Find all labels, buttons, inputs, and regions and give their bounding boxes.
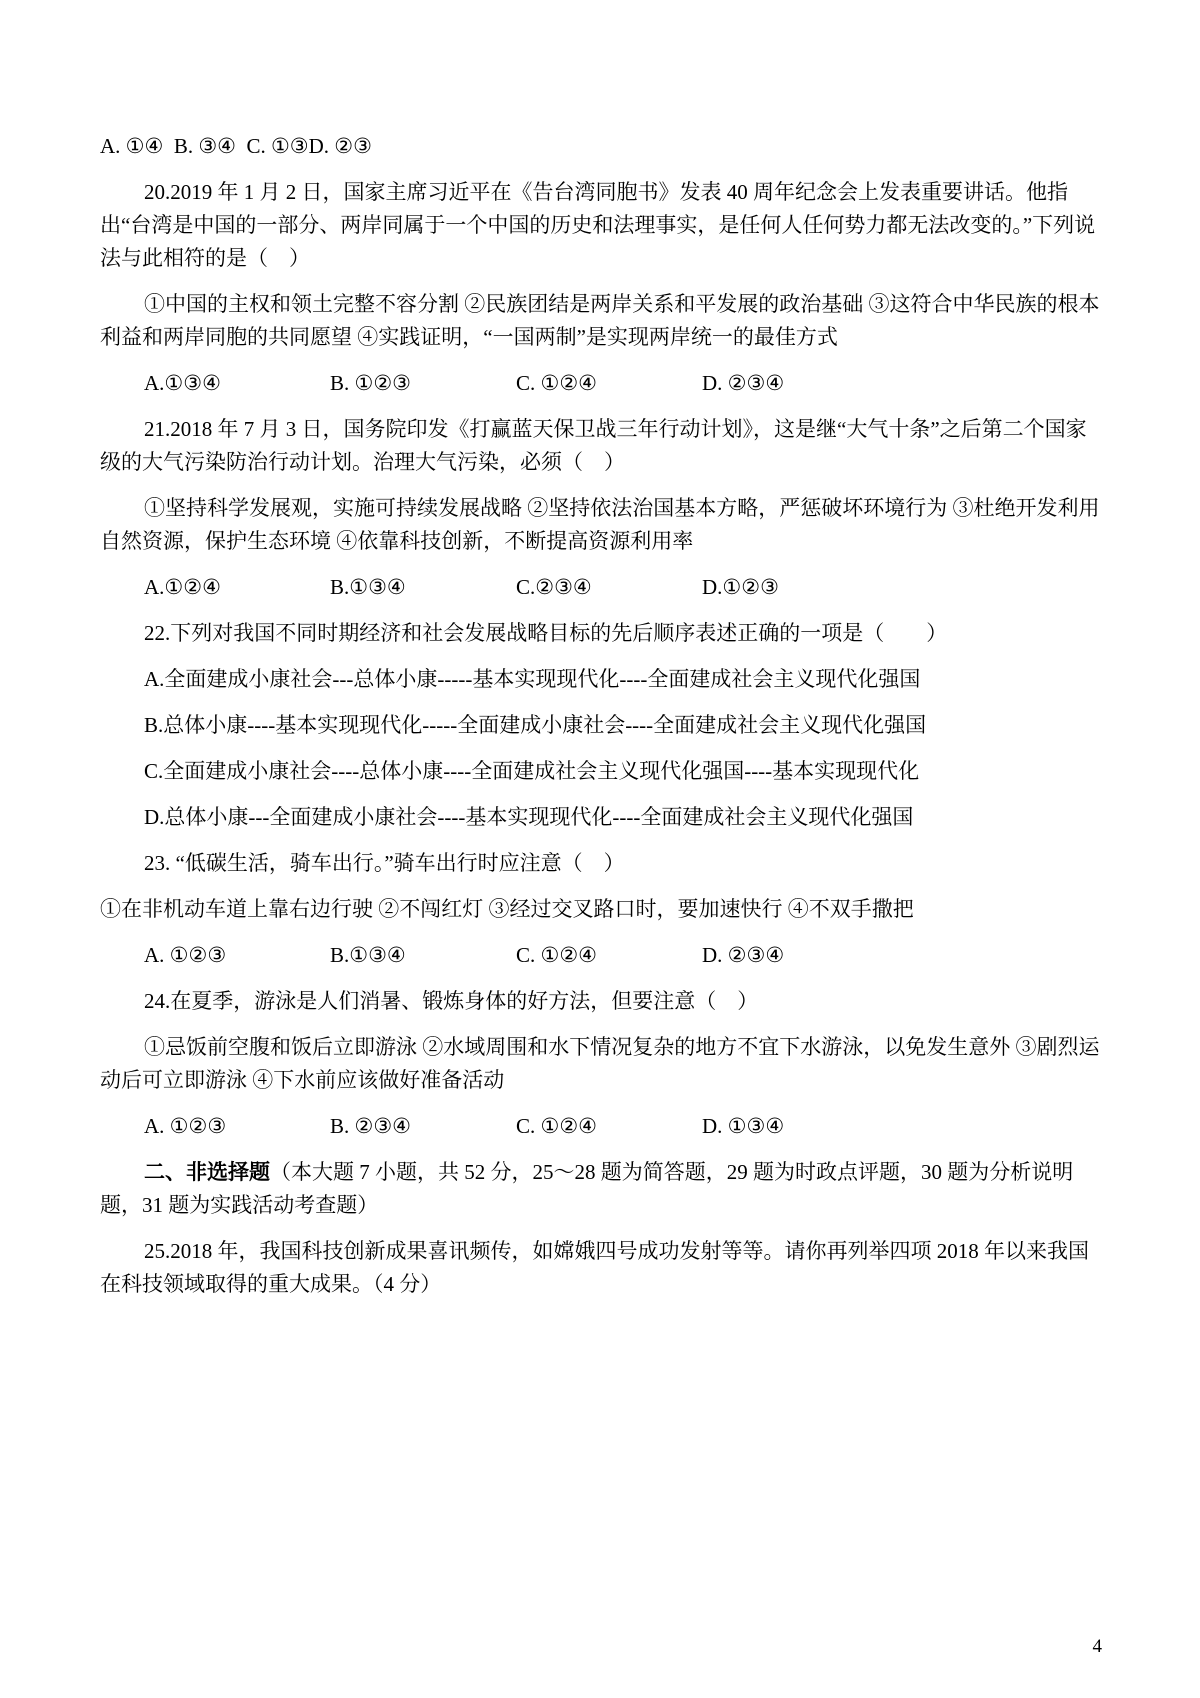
question-23-choice-d: D. ②③④ (702, 943, 785, 967)
question-23-items: ①在非机动车道上靠右边行驶 ②不闯红灯 ③经过交叉路口时，要加速快行 ④不双手撒把 (100, 897, 914, 921)
question-24-choice-c: C. ①②④ (516, 1114, 597, 1138)
question-20-items: ①中国的主权和领土完整不容分割 ②民族团结是两岸关系和平发展的政治基础 ③这符合中华民族的根本利益和两岸同胞的共同愿望 ④实践证明，“一国两制”是实现两岸统一的最佳方式 (100, 292, 1100, 349)
question-21-stem: 21.2018 年 7 月 3 日，国务院印发《打赢蓝天保卫战三年行动计划》，这是继“大气十条”之后第二个国家级的大气污染防治行动计划。治理大气污染，必须（ ） (100, 417, 1087, 474)
question-20-stem: 20.2019 年 1 月 2 日，国家主席习近平在《告台湾同胞书》发表 40 周年纪念会上发表重要讲话。他指出“台湾是中国的一部分、两岸同属于一个中国的历史和法理事实，是任何人任何势力都无法改变的。”下列说法与此相符的是（ ） (100, 180, 1096, 270)
question-24-choice-d: D. ①③④ (702, 1114, 785, 1138)
section-2-heading (100, 1156, 1100, 1222)
question-21-choice-d: D.①②③ (702, 575, 779, 599)
question-24-choice-b: B. ②③④ (330, 1114, 411, 1138)
question-20-choice-row (100, 367, 1100, 400)
question-23-choice-row (100, 939, 1100, 972)
question-23-choice-c: C. ①②④ (516, 943, 597, 967)
section-2-title: 二、非选择题 (144, 1160, 270, 1184)
question-21-choice-c: C.②③④ (516, 575, 592, 599)
section-2-description: （本大题 7 小题，共 52 分，25～28 题为简答题，29 题为时政点评题，30 题为分析说明题，31 题为实践活动考查题） (100, 1160, 1074, 1217)
question-20-choice-d: D. ②③④ (702, 371, 785, 395)
question-20-choice-b: B. ①②③ (330, 371, 411, 395)
question-22-option-c: C.全面建成小康社会----总体小康----全面建成社会主义现代化强国----基本实现现代化 (144, 759, 920, 783)
question-21-items: ①坚持科学发展观，实施可持续发展战略 ②坚持依法治国基本方略，严惩破坏环境行为 ③杜绝开发利用自然资源，保护生态环境 ④依靠科技创新，不断提高资源利用率 (100, 496, 1100, 553)
question-24-choice-row (100, 1110, 1100, 1143)
prev-question-choices-line: A. ①④ B. ③④ C. ①③D. ②③ (100, 134, 372, 158)
question-22-option-b: B.总体小康----基本实现现代化-----全面建成小康社会----全面建成社会主义现代化强国 (144, 713, 927, 737)
question-22-option-d: D.总体小康---全面建成小康社会----基本实现现代化----全面建成社会主义现代化强国 (144, 805, 914, 829)
question-25-stem: 25.2018 年，我国科技创新成果喜讯频传，如嫦娥四号成功发射等等。请你再列举四项 2018 年以来我国在科技领域取得的重大成果。（4 分） (100, 1239, 1089, 1296)
question-23-choice-b: B.①③④ (330, 943, 406, 967)
question-24-stem: 24.在夏季，游泳是人们消暑、锻炼身体的好方法，但要注意（ ） (144, 989, 759, 1013)
question-21-choice-a: A.①②④ (144, 575, 221, 599)
question-20-choice-c: C. ①②④ (516, 371, 597, 395)
question-22-option-a: A.全面建成小康社会---总体小康-----基本实现现代化----全面建成社会主义现代化强国 (144, 667, 921, 691)
question-22-stem: 22.下列对我国不同时期经济和社会发展战略目标的先后顺序表述正确的一项是（ ） (144, 621, 948, 645)
question-24-choice-a: A. ①②③ (144, 1114, 227, 1138)
question-21-choice-row (100, 571, 1100, 604)
question-23-choice-a: A. ①②③ (144, 943, 227, 967)
question-20-choice-a: A.①③④ (144, 371, 221, 395)
question-21-choice-b: B.①③④ (330, 575, 406, 599)
question-23-stem: 23. “低碳生活，骑车出行。”骑车出行时应注意（ ） (144, 851, 625, 875)
question-24-items: ①忌饭前空腹和饭后立即游泳 ②水域周围和水下情况复杂的地方不宜下水游泳，以免发生意外 ③剧烈运动后可立即游泳 ④下水前应该做好准备活动 (100, 1035, 1100, 1092)
page-number: 4 (1092, 1636, 1102, 1657)
